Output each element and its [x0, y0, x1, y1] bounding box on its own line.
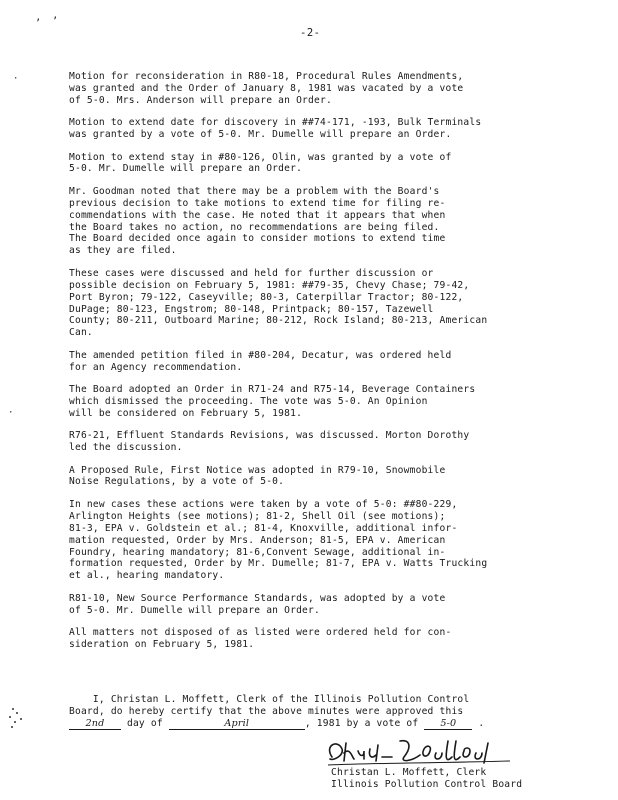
certification: [69, 694, 589, 730]
clerk-name: Christan L. Moffett, Clerk: [331, 767, 487, 778]
corner-mark: ’: [52, 16, 59, 27]
certification-fill-line: [69, 718, 589, 730]
certification-line: I, Christan L. Moffett, Clerk of the Illinois Pollution Control: [69, 694, 470, 705]
paragraph: All matters not disposed of as listed were ordered held for con- sideration on February 5, 1981.: [69, 627, 452, 650]
vote-field: 5-0: [424, 719, 472, 730]
paragraph: Motion for reconsideration in R80-18, Procedural Rules Amendments, was granted and the Order of January 8, 1981 was vacated by a vote of 5-0. Mrs. Anderson will prepare an Order.: [69, 71, 464, 106]
paragraph: Motion to extend stay in #80-126, Olin, was granted by a vote of 5-0. Mr. Dumelle will prepare an Order.: [69, 151, 452, 175]
paragraph: These cases were discussed and held for further discussion or possible decision on February 5, 1981: ##79-35, Chevy Chase; 79-42, Port Byron; 79-122, Caseyville; 80-3, Caterpillar Tractor; 80-122, DuPage; 80-123, Engstrom; 80-148, Printpack; 80-157, Tazewell County; 80-211, Outboard Marine; 80-212, Rock Island; 80-213, American Can.: [69, 267, 488, 339]
day-label: day of: [121, 717, 169, 729]
paragraph: A Proposed Rule, First Notice was adopted in R79-10, Snowmobile Noise Regulations, by a vote of 5-0.: [69, 464, 446, 488]
month-field: April: [169, 719, 305, 730]
page-number: -2-: [300, 27, 321, 39]
year-text: , 1981 by a vote of: [304, 717, 425, 729]
paragraph: Mr. Goodman noted that there may be a problem with the Board's previous decision to take motions to extend time for filing re- commendations with the case. He noted that it appears that when the Board takes no action, no recommendations are being filed. The Board decided once again to consider motions to extend time as they are filed.: [69, 185, 446, 257]
speck: [12, 708, 14, 710]
margin-mark: ·: [13, 74, 19, 84]
paragraph: R81-10, New Source Performance Standards, was adopted by a vote of 5-0. Mr. Dumelle will prepare an Order.: [69, 592, 446, 616]
corner-mark: ’: [35, 18, 42, 29]
speck: [9, 716, 11, 718]
paragraph: The Board adopted an Order in R71-24 and R75-14, Beverage Containers which dismissed the proceeding. The vote was 5-0. An Opinion will be considered on February 5, 1981.: [69, 384, 476, 419]
handwritten-signature: [320, 735, 520, 769]
minutes-body: [69, 71, 589, 661]
certification-end: .: [472, 717, 485, 729]
certification-line: Board, do hereby certify that the above minutes were approved this: [69, 705, 464, 717]
speck: [16, 712, 18, 714]
day-field: 2nd: [69, 719, 121, 730]
paragraph: In new cases these actions were taken by a vote of 5-0: ##80-229, Arlington Heights (see motions); 81-2, Shell Oil (see motions); 81-3, EPA v. Goldstein et al.; 81-4, Knoxville, additional infor- mation requested, Order by Mrs. Anderson; 81-5, EPA v. American Foundry, hearing mandatory; 81-6,Convent Sewage, additional in- formation requested, Order by Mr. Dumelle; 81-7, EPA v. Watts Trucking et al., hearing mandatory.: [69, 498, 488, 582]
signature-block: [331, 767, 522, 791]
speck: [20, 718, 22, 720]
paragraph: Motion to extend date for discovery in ##74-171, -193, Bulk Terminals was granted by a vote of 5-0. Mr. Dumelle will prepare an Order.: [69, 117, 482, 141]
speck: [14, 721, 16, 723]
paragraph: R76-21, Effluent Standards Revisions, was discussed. Morton Dorothy led the discussion.: [69, 430, 470, 454]
speck: [11, 726, 13, 728]
margin-mark: ·: [8, 408, 14, 418]
paragraph: The amended petition filed in #80-204, Decatur, was ordered held for an Agency recommendation.: [69, 349, 452, 373]
clerk-title: Illinois Pollution Control Board: [331, 778, 523, 790]
